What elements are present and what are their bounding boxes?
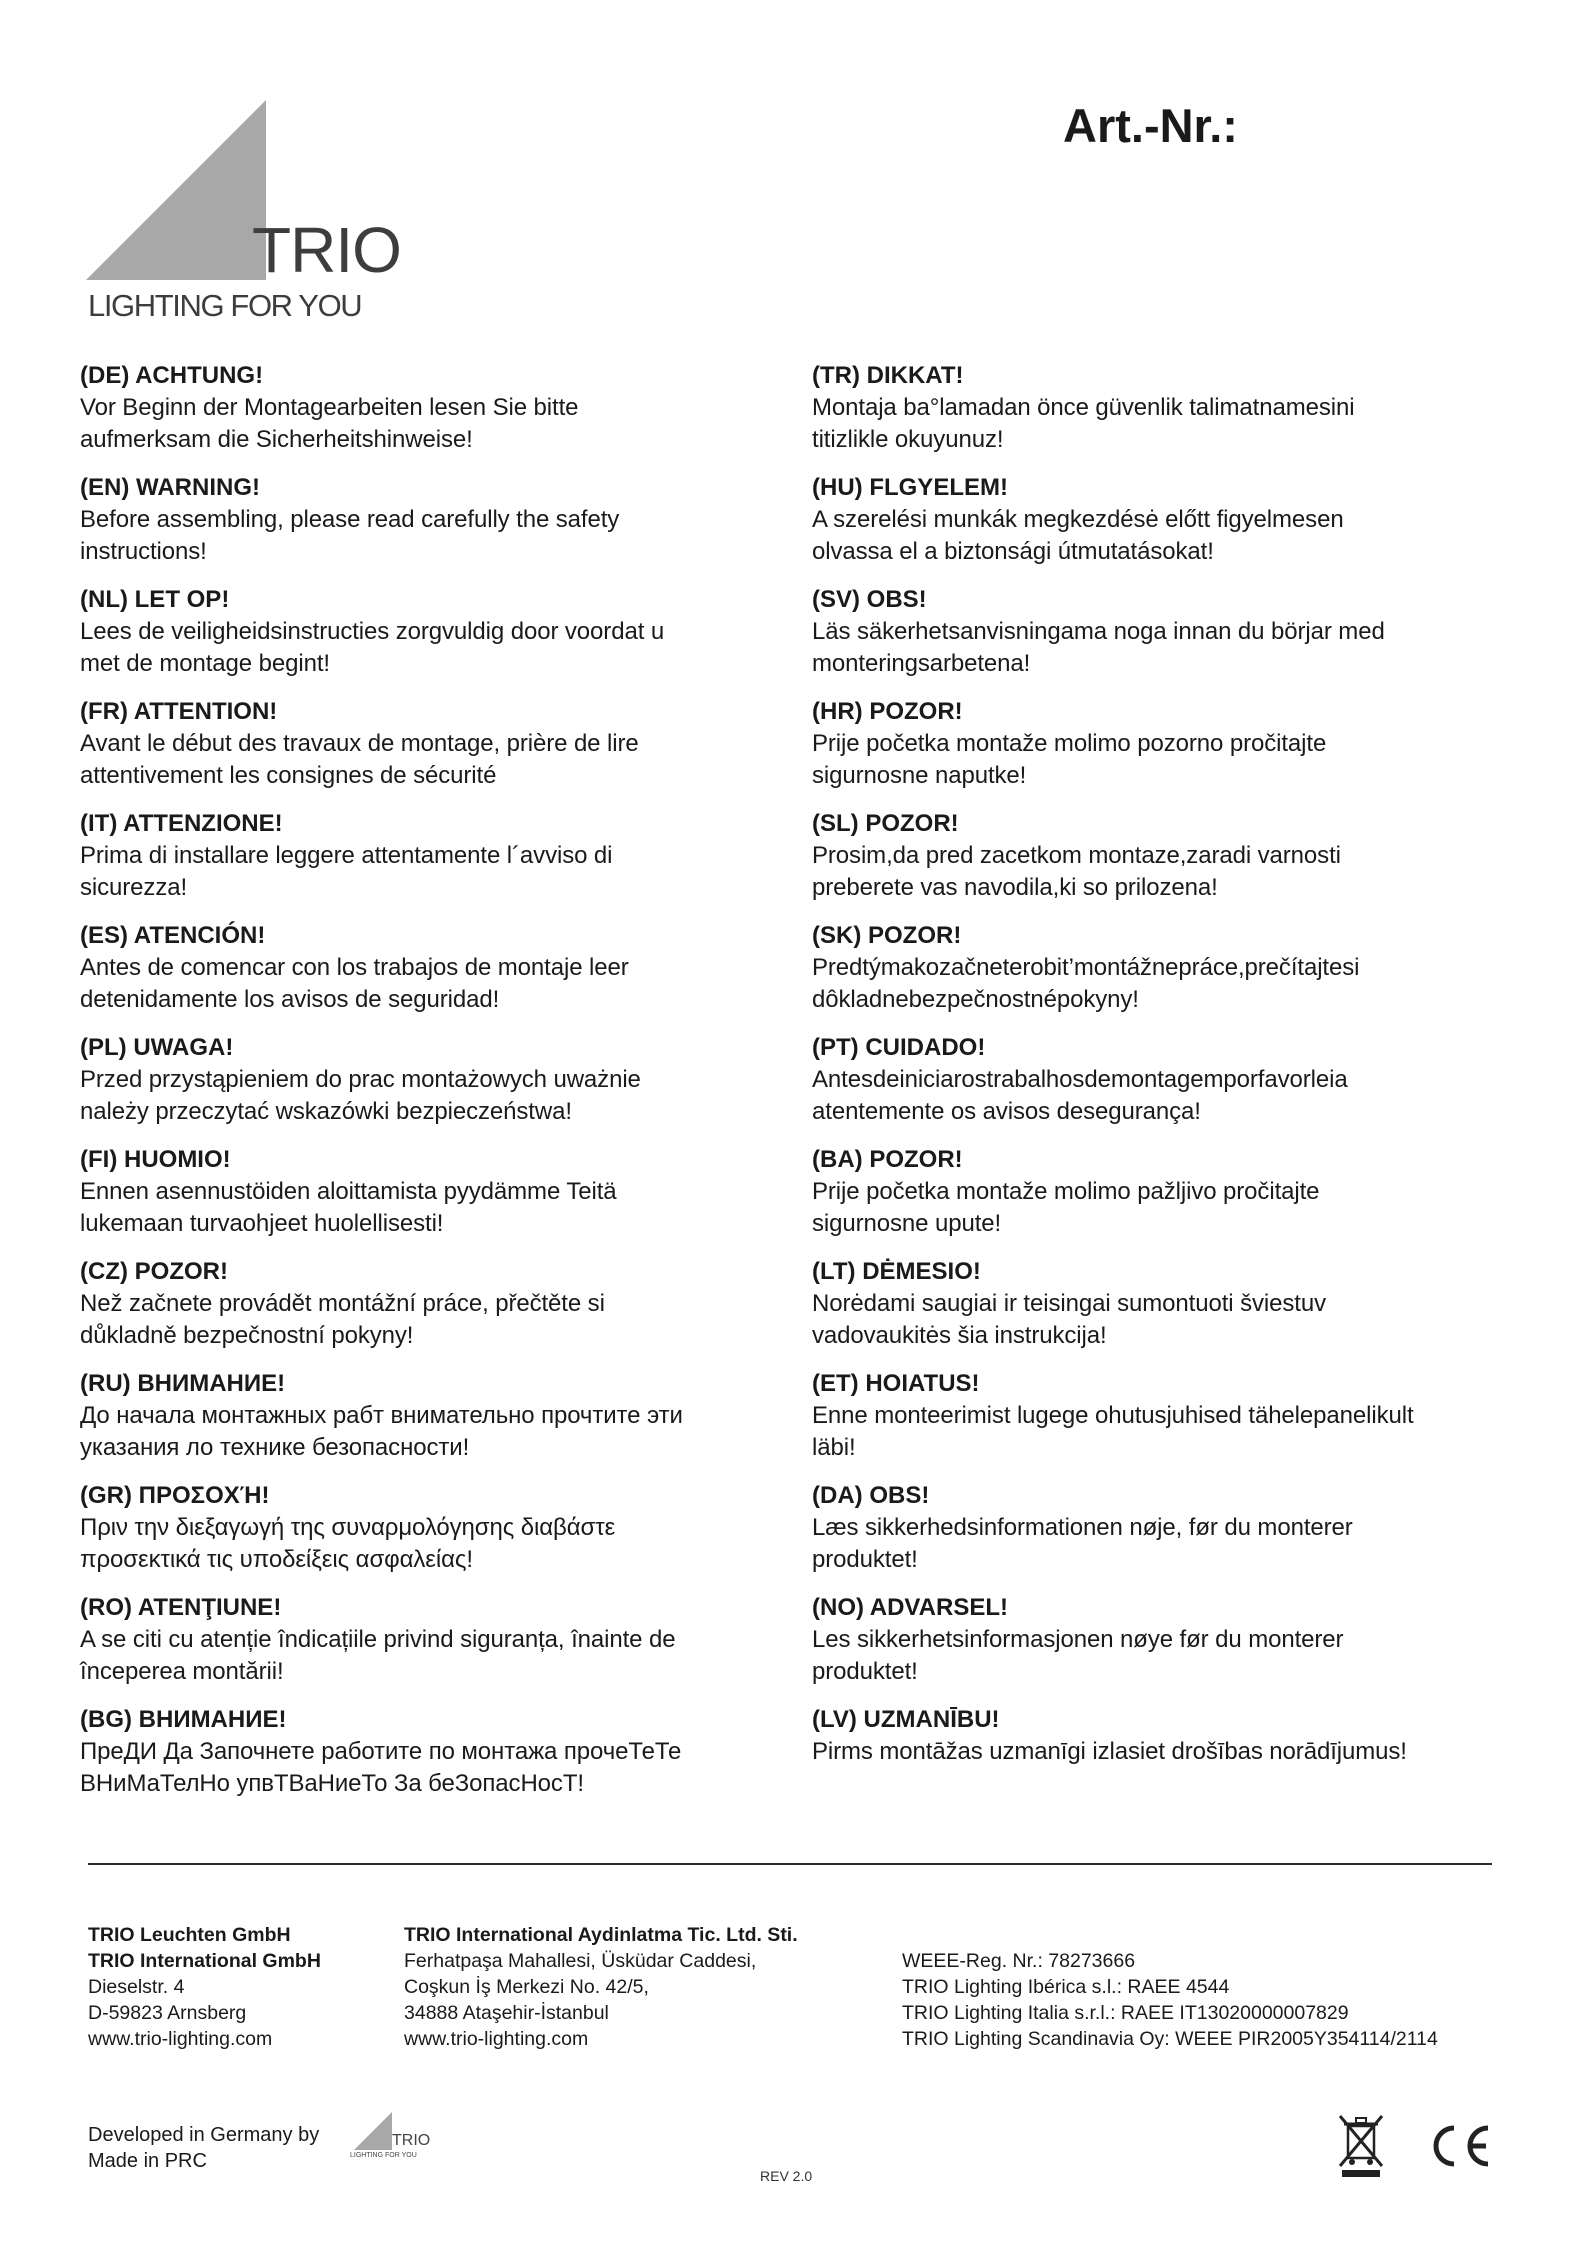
warning-text: Prije početka montaže molimo pažljivo pročitajte [812, 1178, 1320, 1205]
address-line: Coşkun İş Merkezi No. 42/5, [404, 1976, 649, 1998]
weee-line: TRIO Lighting Ibérica s.l.: RAEE 4544 [902, 1976, 1230, 1998]
warning-text: aufmerksam die Sicherheitshinweise! [80, 426, 473, 453]
warning-block [812, 360, 1512, 472]
warning-text: указания ло технике безопасности! [80, 1434, 470, 1461]
warning-heading: (IT) ATTENZIONE! [80, 810, 283, 837]
warning-block [812, 1256, 1512, 1368]
warning-text: attentivement les consignes de sécurité [80, 762, 497, 789]
warning-heading: (DE) ACHTUNG! [80, 362, 264, 389]
warning-block [80, 584, 780, 696]
warning-text: produktet! [812, 1546, 918, 1573]
warning-text: Predtýmakozačneterobit’montážnepráce,prečítajtesi [812, 954, 1360, 981]
warning-text: sicurezza! [80, 874, 188, 901]
small-trio-logo [350, 2112, 430, 2162]
small-logo-tagline: LIGHTING FOR YOU [350, 2152, 417, 2159]
warning-heading: (BG) ВНИМАНИЕ! [80, 1706, 287, 1733]
warning-text: monteringsarbetena! [812, 650, 1031, 677]
warning-heading: (SV) OBS! [812, 586, 927, 613]
warning-heading: (FI) HUOMIO! [80, 1146, 231, 1173]
logo-word: TRIO [252, 214, 401, 286]
revision-label: REV 2.0 [760, 2168, 813, 2184]
art-nr-label: Art.-Nr.: [1063, 99, 1238, 152]
warning-text: Antesdeiniciarostrabalhosdemontagemporfavorleia [812, 1066, 1348, 1093]
warning-block [80, 696, 780, 808]
warning-heading: (FR) ATTENTION! [80, 698, 278, 725]
warning-heading: (BA) POZOR! [812, 1146, 963, 1173]
address-turkey [404, 1922, 798, 2052]
warning-heading: (HR) POZOR! [812, 698, 963, 725]
warning-heading: (LV) UZMANĪBU! [812, 1706, 1000, 1733]
warning-heading: (GR) ΠΡΟΣΟΧΉ! [80, 1482, 270, 1509]
warnings-left-column [80, 360, 780, 1816]
warning-text: lukemaan turvaohjeet huolellisesti! [80, 1210, 444, 1237]
trio-logo [86, 100, 416, 330]
warning-text: Enne monteerimist lugege ohutusjuhised tähelepanelikult [812, 1402, 1414, 1429]
website-link[interactable]: www.trio-lighting.com [404, 2028, 589, 2050]
warning-text: Prosim,da pred zacetkom montaze,zaradi varnosti [812, 842, 1341, 869]
warning-heading: (RU) ВНИМАНИЕ! [80, 1370, 286, 1397]
warning-text: należy przeczytać wskazówki bezpieczeństwa! [80, 1098, 572, 1125]
warning-heading: (TR) DIKKAT! [812, 362, 964, 389]
warning-text: До начала монтажных рабт внимательно прочтите эти [80, 1402, 683, 1429]
warning-text: Ennen asennustöiden aloittamista pyydämme Teitä [80, 1178, 617, 1205]
warning-heading: (RO) ATENŢIUNE! [80, 1594, 282, 1621]
warning-heading: (DA) OBS! [812, 1482, 930, 1509]
warning-block [80, 360, 780, 472]
warning-text: începerea montării! [80, 1658, 284, 1685]
warning-text: instructions! [80, 538, 207, 565]
warning-heading: (PL) UWAGA! [80, 1034, 234, 1061]
warning-text: detenidamente los avisos de seguridad! [80, 986, 500, 1013]
warning-block [812, 472, 1512, 584]
warning-text: Prije početka montaže molimo pozorno pročitajte [812, 730, 1327, 757]
warning-block [812, 1704, 1512, 1816]
warning-block [812, 1032, 1512, 1144]
warning-block [80, 1592, 780, 1704]
small-logo-word: TRIO [392, 2132, 431, 2149]
footer-divider [88, 1863, 1492, 1865]
warning-text: atentemente os avisos desegurança! [812, 1098, 1201, 1125]
warning-heading: (LT) DĖMESIO! [812, 1258, 981, 1285]
warning-block [80, 1032, 780, 1144]
warning-text: Läs säkerhetsanvisningama noga innan du börjar med [812, 618, 1385, 645]
warning-text: sigurnosne upute! [812, 1210, 1002, 1237]
warning-block [812, 920, 1512, 1032]
logo-tagline: LIGHTING FOR YOU [88, 288, 362, 323]
company-name: TRIO International Aydinlatma Tic. Ltd. Sti. [404, 1924, 798, 1946]
warning-block [812, 1144, 1512, 1256]
warning-heading: (ET) HOIATUS! [812, 1370, 980, 1397]
warning-block [812, 696, 1512, 808]
warning-text: důkladně bezpečnostní pokyny! [80, 1322, 414, 1349]
warning-block [812, 1480, 1512, 1592]
warning-text: Prima di installare leggere attentamente l´avviso di [80, 842, 613, 869]
warning-text: Before assembling, please read carefully the safety [80, 506, 620, 533]
warning-text: A szerelési munkák megkezdésė előtt figyelmesen [812, 506, 1344, 533]
ce-mark-icon [1424, 2122, 1494, 2170]
warning-text: met de montage begint! [80, 650, 330, 677]
weee-registrations [902, 1948, 1438, 2052]
warning-block [812, 584, 1512, 696]
warning-block [80, 1144, 780, 1256]
address-line: D-59823 Arnsberg [88, 2002, 247, 2024]
warning-text: produktet! [812, 1658, 918, 1685]
company-name: TRIO International GmbH [88, 1950, 321, 1972]
address-line: Dieselstr. 4 [88, 1976, 185, 1998]
warning-text: A se citi cu atenție îndicațiile privind siguranța, înainte de [80, 1626, 676, 1653]
warning-heading: (ES) ATENCIÓN! [80, 922, 266, 949]
made-in-text: Made in PRC [88, 2150, 207, 2172]
warning-text: preberete vas navodila,ki so prilozena! [812, 874, 1218, 901]
warning-text: vadovaukitės šia instrukcija! [812, 1322, 1107, 1349]
warning-text: ВНиМаТелНо упвТВаНиеТо За беЗопасНосТ! [80, 1770, 584, 1797]
warning-block [80, 1368, 780, 1480]
warning-text: Læs sikkerhedsinformationen nøje, før du monterer [812, 1514, 1353, 1541]
weee-crossed-bin-icon [1336, 2112, 1386, 2178]
warning-text: Vor Beginn der Montagearbeiten lesen Sie bitte [80, 394, 579, 421]
warning-text: olvassa el a biztonsági útmutatásokat! [812, 538, 1214, 565]
weee-line: WEEE-Reg. Nr.: 78273666 [902, 1950, 1136, 1972]
warning-block [80, 1480, 780, 1592]
warning-heading: (NO) ADVARSEL! [812, 1594, 1008, 1621]
warning-heading: (CZ) POZOR! [80, 1258, 228, 1285]
weee-line: TRIO Lighting Italia s.r.l.: RAEE IT13020000007829 [902, 2002, 1349, 2024]
warning-block [812, 808, 1512, 920]
warning-block [812, 1368, 1512, 1480]
company-name: TRIO Leuchten GmbH [88, 1924, 291, 1946]
warning-text: läbi! [812, 1434, 856, 1461]
warning-heading: (NL) LET OP! [80, 586, 230, 613]
warning-text: titizlikle okuyunuz! [812, 426, 1004, 453]
weee-line: TRIO Lighting Scandinavia Oy: WEEE PIR2005Y354114/2114 [902, 2028, 1438, 2050]
warning-block [80, 1256, 780, 1368]
address-line: 34888 Ataşehir-İstanbul [404, 2002, 609, 2024]
warning-text: Norėdami saugiai ir teisingai sumontuoti šviestuv [812, 1290, 1327, 1317]
warning-text: dôkladnebezpečnostnépokyny! [812, 986, 1139, 1013]
warning-text: Antes de comencar con los trabajos de montaje leer [80, 954, 629, 981]
warning-block [80, 472, 780, 584]
developed-text: Developed in Germany by [88, 2124, 320, 2146]
warning-text: προσεκτικά τις υποδείξεις ασφαλείας! [80, 1546, 473, 1573]
warning-block [812, 1592, 1512, 1704]
warning-text: Lees de veiligheidsinstructies zorgvuldig door voordat u [80, 618, 665, 645]
address-germany [88, 1922, 321, 2052]
warning-block [80, 1704, 780, 1816]
warning-block [80, 808, 780, 920]
warnings-right-column [812, 360, 1512, 1816]
warning-text: Przed przystąpieniem do prac montażowych uważnie [80, 1066, 641, 1093]
warning-block [80, 920, 780, 1032]
warning-text: Πριν την διεξαγωγή της συναρμολόγησης διαβάστε [80, 1514, 616, 1541]
warning-text: Les sikkerhetsinformasjonen nøye før du monterer [812, 1626, 1344, 1653]
warning-heading: (SK) POZOR! [812, 922, 962, 949]
warning-text: Avant le début des travaux de montage, prière de lire [80, 730, 639, 757]
warning-heading: (HU) FLGYELEM! [812, 474, 1008, 501]
website-link[interactable]: www.trio-lighting.com [88, 2028, 273, 2050]
warning-text: Montaja ba°lamadan önce güvenlik talimatnamesini [812, 394, 1355, 421]
warning-text: Než začnete provádět montážní práce, přečtěte si [80, 1290, 605, 1317]
warning-text: sigurnosne naputke! [812, 762, 1027, 789]
warning-text: Pirms montāžas uzmanīgi izlasiet drošības norādījumus! [812, 1738, 1407, 1765]
warning-heading: (EN) WARNING! [80, 474, 260, 501]
warning-text: ПреДИ Да Започнете работите по монтажа прочеТеТе [80, 1738, 682, 1765]
warning-heading: (SL) POZOR! [812, 810, 959, 837]
origin-note [88, 2122, 319, 2174]
address-line: Ferhatpaşa Mahallesi, Üsküdar Caddesi, [404, 1950, 757, 1972]
warning-heading: (PT) CUIDADO! [812, 1034, 986, 1061]
